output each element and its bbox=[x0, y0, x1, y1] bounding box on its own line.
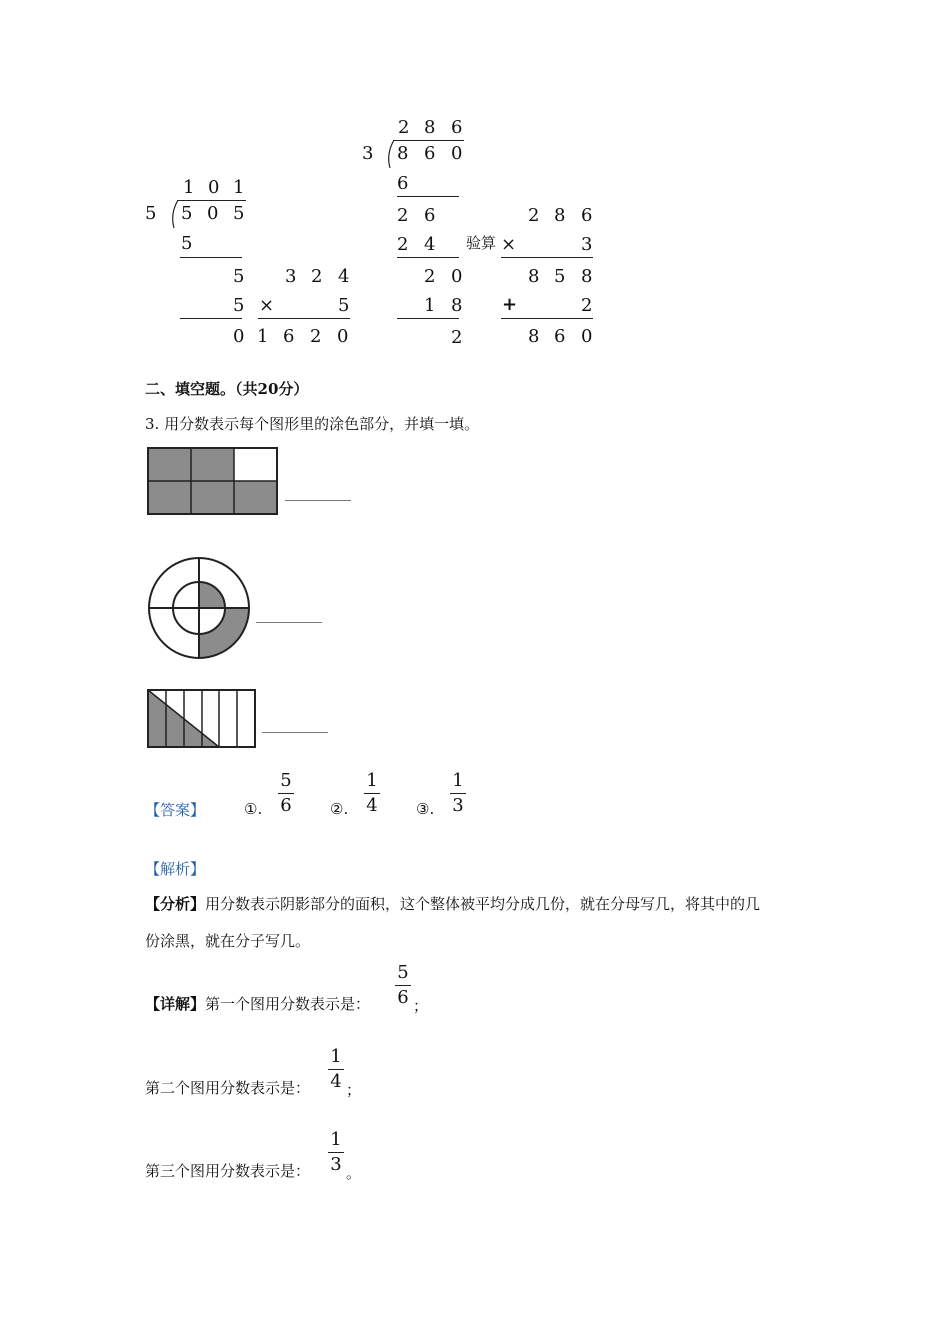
figure-ring bbox=[147, 556, 251, 660]
check-top-digit: 6 bbox=[581, 205, 593, 226]
product-line bbox=[258, 318, 350, 319]
check-sum-digit: 0 bbox=[581, 326, 593, 347]
answer-fraction bbox=[276, 770, 296, 817]
analysis-text: 用分数表示阴影部分的面积，这个整体被平均分成几份，就在分母写几，将其中的几 bbox=[205, 895, 761, 913]
answer-blank[interactable] bbox=[256, 622, 322, 623]
figure-striped-rectangle bbox=[147, 689, 257, 749]
check-label: 验算 bbox=[466, 234, 497, 252]
check-sum-digit: 6 bbox=[554, 326, 566, 347]
numerator: 5 bbox=[397, 962, 409, 983]
quotient-digit: 1 bbox=[183, 177, 195, 198]
section-title: 二、填空题。（共20分） bbox=[145, 380, 309, 398]
check-line bbox=[501, 257, 593, 258]
detail-text: 第一个图用分数表示是： bbox=[205, 995, 371, 1013]
product-digit: 1 bbox=[257, 326, 269, 347]
step-digit: 8 bbox=[451, 295, 463, 316]
step-digit: 5 bbox=[233, 266, 245, 287]
answer-mark: ③. bbox=[416, 800, 435, 818]
step-line bbox=[180, 257, 242, 258]
remainder: 0 bbox=[233, 326, 245, 347]
times-sign: × bbox=[501, 234, 517, 255]
detail-line-2: 第二个图用分数表示是： bbox=[145, 1079, 311, 1097]
dividend-digit: 6 bbox=[424, 143, 436, 164]
denominator: 6 bbox=[280, 795, 292, 816]
step-digit: 6 bbox=[424, 205, 436, 226]
division-bar bbox=[394, 140, 464, 141]
analysis-tag: 【分析】 bbox=[145, 895, 206, 913]
answer-fraction bbox=[362, 770, 382, 817]
step-digit: 2 bbox=[397, 205, 409, 226]
question-text: 3. 用分数表示每个图形里的涂色部分，并填一填。 bbox=[145, 415, 480, 433]
step-digit: 5 bbox=[233, 295, 245, 316]
detail-fraction bbox=[393, 962, 413, 1009]
product-digit: 2 bbox=[310, 326, 322, 347]
denominator: 6 bbox=[397, 987, 409, 1008]
denominator: 4 bbox=[366, 795, 378, 816]
denominator: 4 bbox=[330, 1071, 342, 1092]
check-top-digit: 8 bbox=[554, 205, 566, 226]
times-sign: × bbox=[259, 295, 275, 316]
dividend-digit: 5 bbox=[181, 203, 193, 224]
multiplicand-digit: 2 bbox=[311, 266, 323, 287]
figure-rectangle-grid bbox=[148, 448, 278, 514]
step-line bbox=[397, 318, 459, 319]
analysis-line-1 bbox=[145, 893, 760, 914]
quotient-digit: 0 bbox=[208, 177, 220, 198]
numerator: 1 bbox=[330, 1046, 342, 1067]
division-bracket bbox=[168, 200, 180, 228]
analysis-label: 【解析】 bbox=[145, 860, 206, 878]
dividend-digit: 5 bbox=[233, 203, 245, 224]
step-digit: 6 bbox=[397, 173, 409, 194]
check-product-digit: 5 bbox=[554, 266, 566, 287]
step-line bbox=[180, 318, 242, 319]
quotient-digit: 8 bbox=[424, 117, 436, 138]
denominator: 3 bbox=[452, 795, 464, 816]
detail-line-3: 第三个图用分数表示是： bbox=[145, 1162, 311, 1180]
step-digit: 2 bbox=[397, 234, 409, 255]
detail-line-1 bbox=[145, 993, 370, 1014]
numerator: 1 bbox=[452, 770, 464, 791]
step-digit: 0 bbox=[451, 266, 463, 287]
answer-label: 【答案】 bbox=[145, 801, 206, 819]
dividend-digit: 0 bbox=[451, 143, 463, 164]
multiplier: 5 bbox=[338, 295, 350, 316]
multiplicand-digit: 3 bbox=[285, 266, 297, 287]
detail-fraction bbox=[326, 1129, 346, 1176]
step-digit: 2 bbox=[424, 266, 436, 287]
analysis-line-2: 份涂黑，就在分子写几。 bbox=[145, 932, 311, 950]
step-line bbox=[397, 196, 459, 197]
answer-mark: ②. bbox=[330, 800, 349, 818]
denominator: 3 bbox=[330, 1154, 342, 1175]
quotient-digit: 6 bbox=[451, 117, 463, 138]
product-digit: 6 bbox=[283, 326, 295, 347]
step-digit: 5 bbox=[181, 233, 193, 254]
division-bar bbox=[178, 200, 246, 201]
step-digit: 4 bbox=[424, 234, 436, 255]
answer-fraction bbox=[448, 770, 468, 817]
step-digit: 1 bbox=[424, 295, 436, 316]
numerator: 1 bbox=[366, 770, 378, 791]
answer-blank[interactable] bbox=[262, 732, 328, 733]
numerator: 1 bbox=[330, 1129, 342, 1150]
divisor: 3 bbox=[362, 143, 374, 164]
multiplicand-digit: 4 bbox=[338, 266, 350, 287]
divisor: 5 bbox=[145, 203, 157, 224]
dividend-digit: 0 bbox=[207, 203, 219, 224]
dividend-digit: 8 bbox=[397, 143, 409, 164]
detail-tag: 【详解】 bbox=[145, 995, 206, 1013]
numerator: 5 bbox=[280, 770, 292, 791]
quotient-digit: 2 bbox=[398, 117, 410, 138]
step-line bbox=[397, 257, 459, 258]
check-product-digit: 8 bbox=[581, 266, 593, 287]
detail-end: ； bbox=[413, 997, 429, 1015]
check-multiplier: 3 bbox=[581, 234, 593, 255]
answer-blank[interactable] bbox=[285, 500, 351, 501]
check-line bbox=[501, 318, 593, 319]
product-digit: 0 bbox=[337, 326, 349, 347]
division-bracket bbox=[384, 140, 396, 168]
detail-fraction bbox=[326, 1046, 346, 1093]
check-product-digit: 8 bbox=[528, 266, 540, 287]
remainder: 2 bbox=[451, 327, 463, 348]
answer-mark: ①. bbox=[244, 800, 263, 818]
check-sum-digit: 8 bbox=[528, 326, 540, 347]
check-top-digit: 2 bbox=[528, 205, 540, 226]
detail-end: ； bbox=[346, 1081, 362, 1099]
detail-end: 。 bbox=[346, 1164, 362, 1182]
plus-sign: + bbox=[502, 294, 518, 315]
quotient-digit: 1 bbox=[233, 177, 245, 198]
check-addend: 2 bbox=[581, 295, 593, 316]
